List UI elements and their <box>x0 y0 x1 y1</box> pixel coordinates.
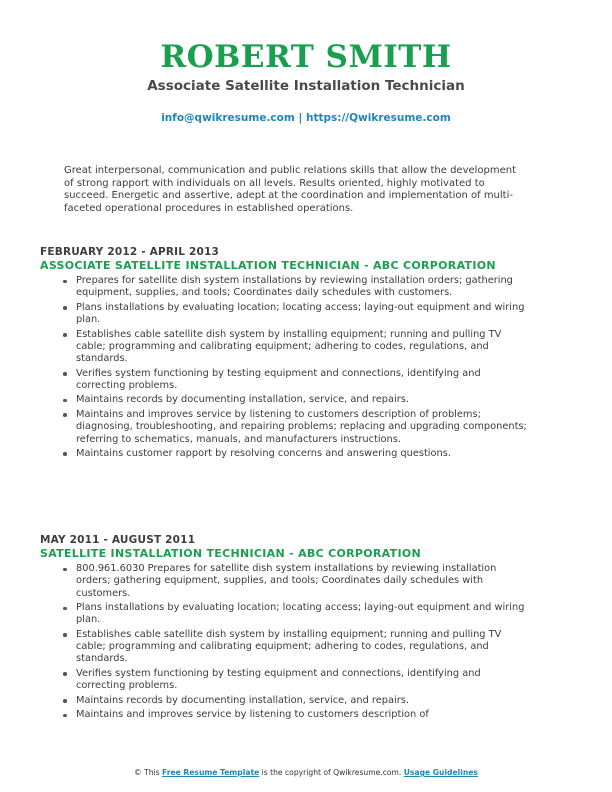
job-title: SATELLITE INSTALLATION TECHNICIAN - ABC CORPORATION <box>40 547 421 560</box>
list-item: Verifies system functioning by testing equipment and connections, identifying and correcting problems. <box>76 368 540 393</box>
job-entry-2 <box>40 534 540 724</box>
list-item: Maintains records by documenting installation, service, and repairs. <box>76 394 540 406</box>
resume-header <box>0 40 612 95</box>
list-item: Plans installations by evaluating location; locating access; laying-out equipment and wiring plan. <box>76 302 540 327</box>
list-item: 800.961.6030 Prepares for satellite dish system installations by reviewing installation orders; gathering equipment, supplies, and tools; Coordinates daily schedules with customers. <box>76 563 540 600</box>
list-item: Maintains and improves service by listening to customers description of problems; diagnosing, troubleshooting, and repairing problems; replacing and upgrading components; referring to schematics, manuals, and manufacturers instructions. <box>76 409 540 446</box>
list-item: Maintains records by documenting installation, service, and repairs. <box>76 695 540 707</box>
job-title: ASSOCIATE SATELLITE INSTALLATION TECHNICIAN - ABC CORPORATION <box>40 259 496 272</box>
usage-guidelines-link[interactable]: Usage Guidelines <box>403 768 478 777</box>
list-item: Establishes cable satellite dish system by installing equipment; running and pulling TV cable; programming and calibrating equipment; adhering to codes, regulations, and standards. <box>76 629 540 666</box>
list-item: Establishes cable satellite dish system by installing equipment; running and pulling TV cable; programming and calibrating equipment; adhering to codes, regulations, and standards. <box>76 329 540 366</box>
contact-line <box>0 112 612 125</box>
candidate-name: ROBERT SMITH <box>160 39 452 75</box>
website-link[interactable]: https://Qwikresume.com <box>305 112 451 124</box>
job-duties-list <box>40 275 540 460</box>
footer-copyright-text: is the copyright of Qwikresume.com. <box>261 768 402 777</box>
job-dates: MAY 2011 - AUGUST 2011 <box>40 534 196 546</box>
list-item: Prepares for satellite dish system installations by reviewing installation orders; gathering equipment, supplies, and tools; Coordinates daily schedules with customers. <box>76 275 540 300</box>
contact-separator: | <box>298 112 303 124</box>
list-item: Plans installations by evaluating location; locating access; laying-out equipment and wiring plan. <box>76 602 540 627</box>
footer-prefix: © This <box>134 768 160 777</box>
email-link[interactable]: info@qwikresume.com <box>161 112 295 124</box>
professional-summary: Great interpersonal, communication and public relations skills that allow the development of strong rapport with individuals on all levels. Results oriented, highly motivated to succeed. Energetic and assertive, adept at the coordination and implementation of multi-faceted operational procedures in established operations. <box>64 165 517 214</box>
list-item: Maintains customer rapport by resolving concerns and answering questions. <box>76 448 540 460</box>
job-entry-1 <box>40 246 540 462</box>
list-item: Verifies system functioning by testing equipment and connections, identifying and correcting problems. <box>76 668 540 693</box>
candidate-role: Associate Satellite Installation Technician <box>147 78 465 94</box>
copyright-footer <box>0 768 612 778</box>
job-dates: FEBRUARY 2012 - APRIL 2013 <box>40 246 220 258</box>
job-duties-list <box>40 563 540 722</box>
free-resume-template-link[interactable]: Free Resume Template <box>162 768 260 777</box>
list-item: Maintains and improves service by listening to customers description of <box>76 709 540 721</box>
